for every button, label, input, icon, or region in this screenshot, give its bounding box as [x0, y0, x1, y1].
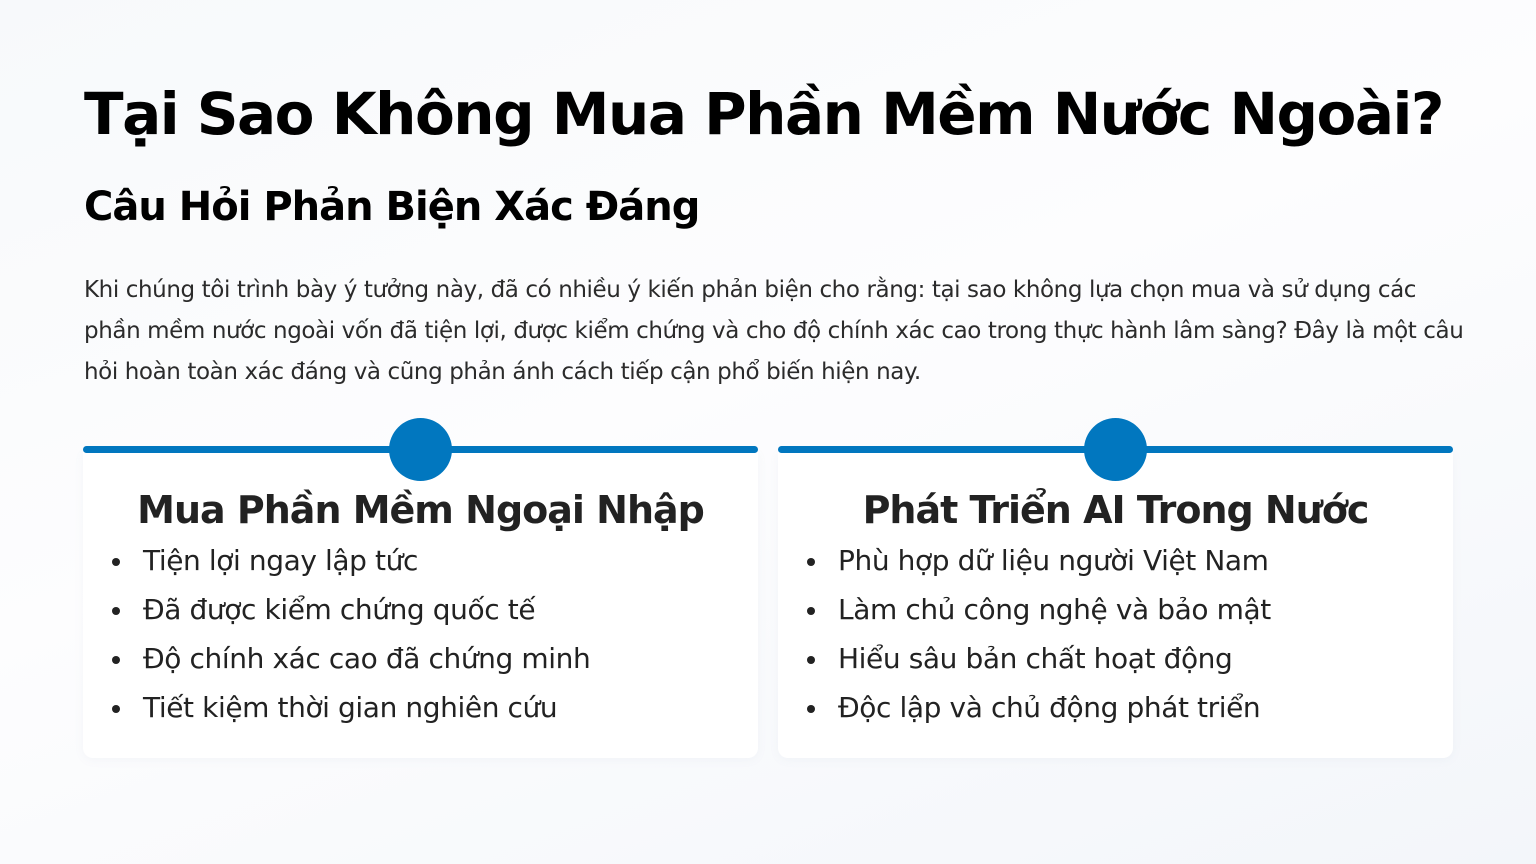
list-item — [778, 636, 1271, 685]
card-accent-dot — [1084, 418, 1147, 481]
list-item-text: Phù hợp dữ liệu người Việt Nam — [838, 544, 1269, 577]
list-item-text: Độc lập và chủ động phát triển — [838, 691, 1261, 724]
list-item-text: Làm chủ công nghệ và bảo mật — [838, 593, 1271, 626]
card-accent-dot — [389, 418, 452, 481]
page-subtitle: Câu Hỏi Phản Biện Xác Đáng — [84, 184, 700, 230]
card-list — [778, 538, 1271, 734]
bullet-icon — [112, 705, 120, 713]
bullet-icon — [112, 558, 120, 566]
card-list — [83, 538, 590, 734]
bullet-icon — [112, 656, 120, 664]
bullet-icon — [112, 607, 120, 615]
page-title: Tại Sao Không Mua Phần Mềm Nước Ngoài? — [84, 80, 1444, 148]
card-title: Phát Triển AI Trong Nước — [862, 488, 1369, 532]
list-item-text: Đã được kiểm chứng quốc tế — [143, 593, 536, 626]
card-foreign-software — [83, 418, 758, 758]
intro-paragraph: Khi chúng tôi trình bày ý tưởng này, đã có nhiều ý kiến phản biện cho rằng: tại sao không lựa chọn mua và sử dụng các phần mềm nước ngoài vốn đã tiện lợi, được kiểm chứng và cho độ chính xác cao trong thực hành lâm sàng? Đây là một câu hỏi hoàn toàn xác đáng và cũng phản ánh cách tiếp cận phổ biến hiện nay. — [84, 277, 1464, 385]
bullet-icon — [807, 705, 815, 713]
list-item — [83, 636, 590, 685]
list-item — [778, 685, 1271, 734]
list-item-text: Tiết kiệm thời gian nghiên cứu — [143, 691, 558, 724]
bullet-icon — [807, 656, 815, 664]
card-domestic-ai — [778, 418, 1453, 758]
bullet-icon — [807, 607, 815, 615]
list-item — [778, 587, 1271, 636]
list-item — [83, 587, 590, 636]
list-item — [83, 685, 590, 734]
list-item-text: Độ chính xác cao đã chứng minh — [143, 642, 591, 675]
list-item-text: Hiểu sâu bản chất hoạt động — [838, 642, 1233, 675]
list-item — [778, 538, 1271, 587]
card-title: Mua Phần Mềm Ngoại Nhập — [137, 488, 704, 532]
list-item — [83, 538, 590, 587]
bullet-icon — [807, 558, 815, 566]
list-item-text: Tiện lợi ngay lập tức — [143, 544, 418, 577]
